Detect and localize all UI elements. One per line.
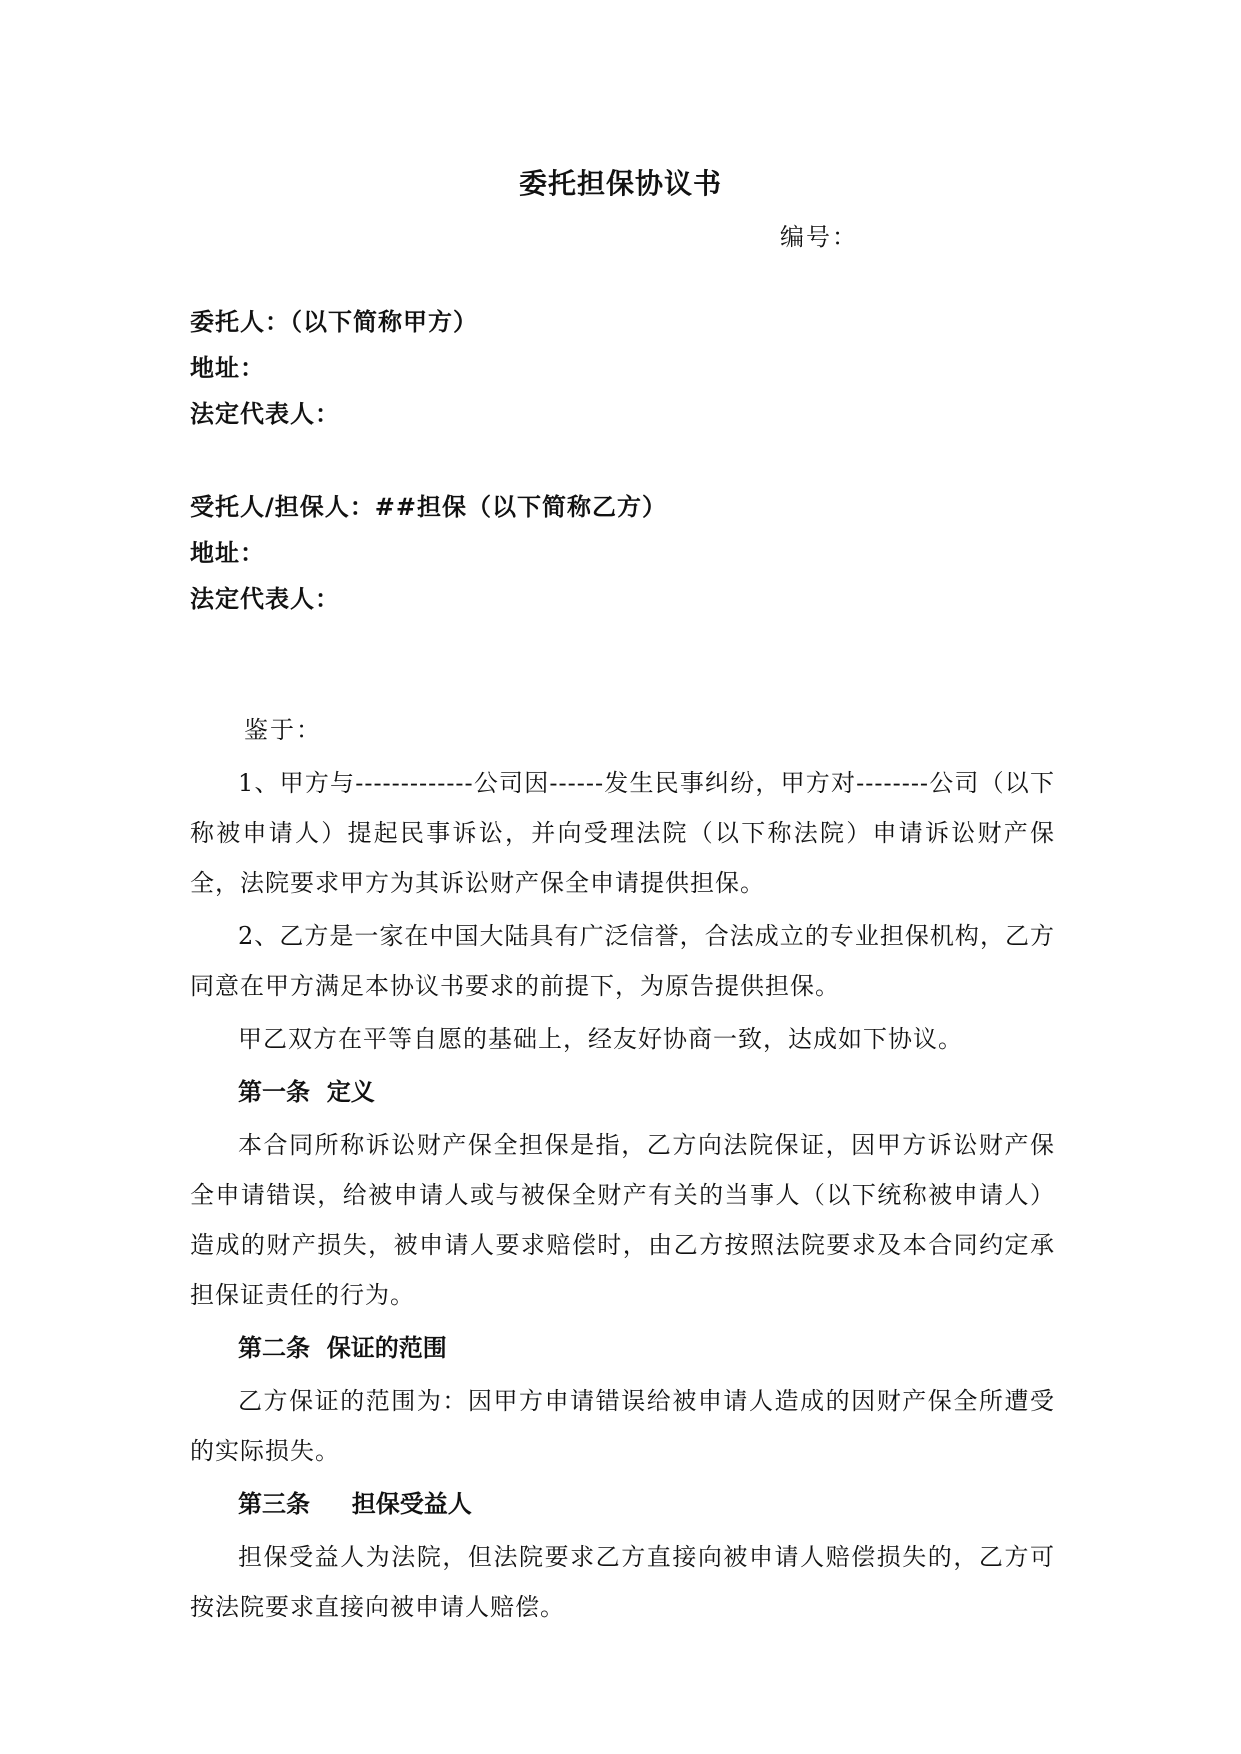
article-text: 乙方保证的范围为：因甲方申请错误给被申请人造成的因财产保全所遭受的实际损失。 bbox=[190, 1387, 1055, 1465]
agreement-body bbox=[190, 705, 1055, 1632]
document-number-label: 编号： bbox=[780, 223, 858, 251]
article-heading: 第一条 定义 bbox=[238, 1078, 375, 1106]
whereas-label: 鉴于： bbox=[244, 716, 322, 744]
guarantor-name-line: 受托人/担保人：##担保（以下简称乙方） bbox=[190, 493, 667, 521]
article-heading: 第三条 担保受益人 bbox=[238, 1490, 472, 1518]
recital-paragraph: 1、甲方与-------------公司因------发生民事纠纷，甲方对--------公司（以下称被申请人）提起民事诉讼，并向受理法院（以下称法院）申请诉讼财产保全，法院要求甲方为其诉讼财产保全申请提供担保。 bbox=[190, 769, 1055, 897]
document-title: 委托担保协议书 bbox=[518, 167, 722, 200]
principal-address-label: 地址： bbox=[190, 354, 265, 382]
principal-legal-rep-label: 法定代表人： bbox=[190, 400, 340, 428]
article-heading: 第二条 保证的范围 bbox=[238, 1334, 447, 1362]
principal-name-line: 委托人：（以下简称甲方） bbox=[190, 308, 478, 336]
recital-paragraph: 甲乙双方在平等自愿的基础上，经友好协商一致，达成如下协议。 bbox=[238, 1025, 963, 1053]
guarantor-legal-rep-label: 法定代表人： bbox=[190, 585, 340, 613]
article-text: 担保受益人为法院，但法院要求乙方直接向被申请人赔偿损失的，乙方可按法院要求直接向被申请人赔偿。 bbox=[190, 1543, 1055, 1621]
guarantor-address-label: 地址： bbox=[190, 539, 265, 567]
article-text: 本合同所称诉讼财产保全担保是指，乙方向法院保证，因甲方诉讼财产保全申请错误，给被申请人或与被保全财产有关的当事人（以下统称被申请人）造成的财产损失，被申请人要求赔偿时，由乙方按照法院要求及本合同约定承担保证责任的行为。 bbox=[190, 1131, 1055, 1309]
recital-paragraph: 2、乙方是一家在中国大陆具有广泛信誉，合法成立的专业担保机构，乙方同意在甲方满足本协议书要求的前提下，为原告提供担保。 bbox=[190, 922, 1055, 1000]
